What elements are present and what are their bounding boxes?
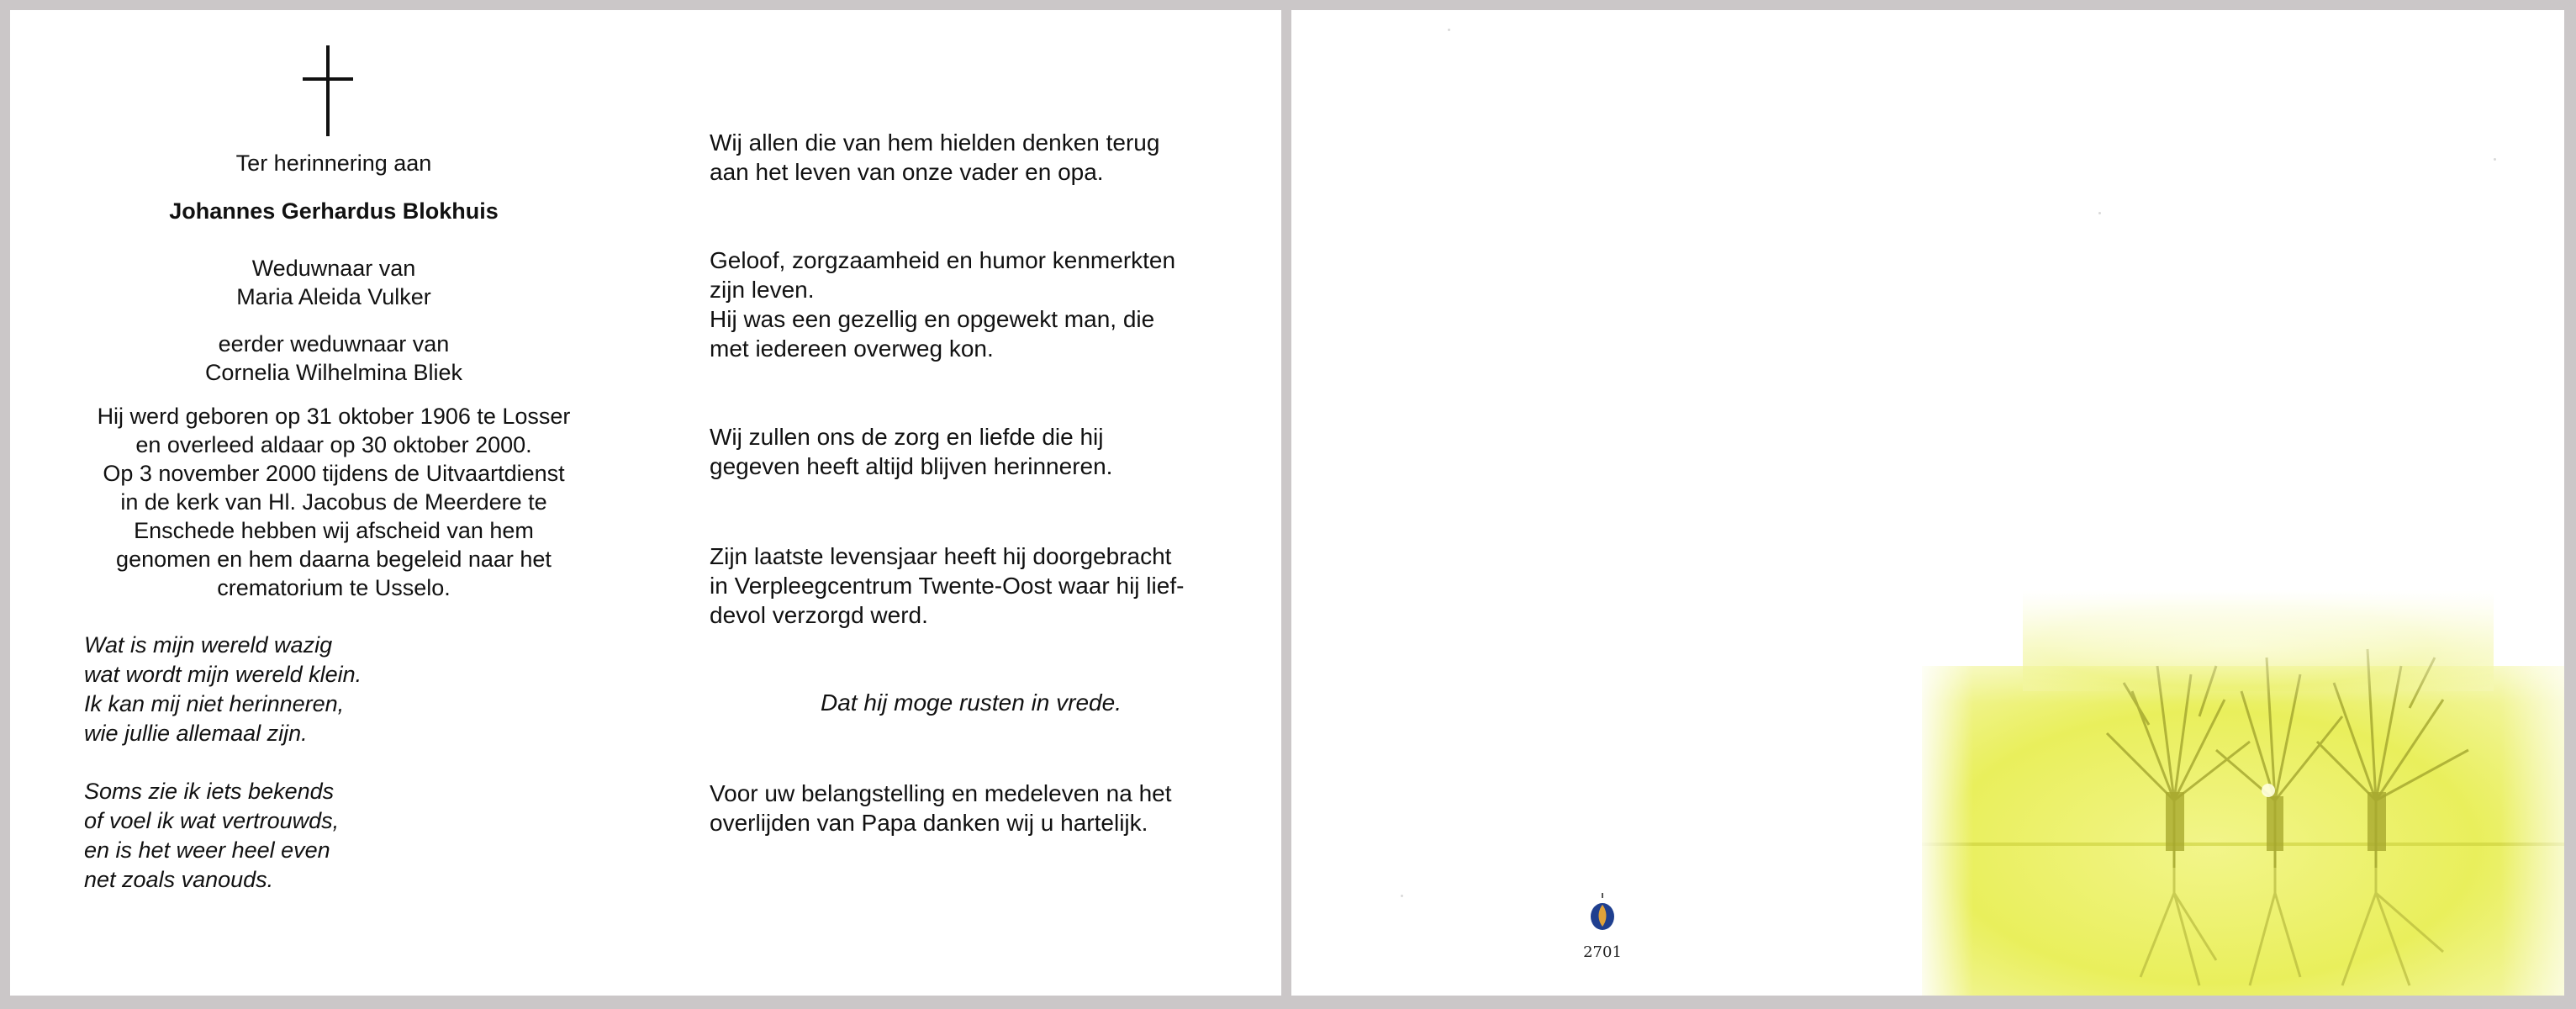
thanks-line: Voor uw belangstelling en medeleven na het [710,780,1172,806]
poem-line: wat wordt mijn wereld klein. [84,662,362,687]
tribute-line: Zijn laatste levensjaar heeft hij doorgebracht [710,543,1172,569]
paper-speck [2494,158,2496,161]
intro-text: Ter herinnering aan [235,151,432,176]
cross-icon [326,45,330,136]
poem-line: Ik kan mij niet herinneren, [84,691,345,716]
earlier-widower-line-2: Cornelia Wilhelmina Bliek [204,360,463,385]
biography-line: en overleed aldaar op 30 oktober 2000. [135,432,532,457]
tribute-line: Wij allen die van hem hielden denken terug [710,129,1160,156]
tribute-line: devol verzorgd werd. [710,602,928,628]
biography-line: Op 3 november 2000 tijdens de Uitvaartdienst [103,461,565,486]
biography-line: in de kerk van Hl. Jacobus de Meerdere te [120,489,547,515]
biography-line: crematorium te Usselo. [217,575,451,600]
poem-line: Wat is mijn wereld wazig [84,632,333,658]
tribute-line: Hij was een gezellig en opgewekt man, die [710,306,1155,332]
widower-line-2: Maria Aleida Vulker [236,284,431,309]
tribute-line: zijn leven. [710,277,815,303]
poem-line: of voel ik wat vertrouwds, [84,808,340,833]
poem-line: net zoals vanouds. [84,867,274,892]
cross-icon-bar [303,77,353,81]
widower-line-1: Weduwnaar van [251,256,416,281]
biography-line: Enschede hebben wij afscheid van hem [134,518,534,543]
card-code: 2701 [1583,943,1622,961]
tribute-line: gegeven heeft altijd blijven herinneren. [710,453,1113,479]
card-right-page [1291,10,2564,996]
deceased-name: Johannes Gerhardus Blokhuis [169,198,499,224]
flame-logo-icon [1586,891,1619,932]
paper-speck [2098,212,2101,214]
paper-speck [1448,29,1450,31]
card-left-page [10,10,1281,996]
tribute-line: aan het leven van onze vader en opa. [710,159,1104,185]
poem-line: Soms zie ik iets bekends [84,779,335,804]
willow-trees-photo [1922,590,2564,996]
biography-line: genomen en hem daarna begeleid naar het [116,547,552,572]
tribute-line: in Verpleegcentrum Twente-Oost waar hij lief- [710,573,1185,599]
tribute-line: met iedereen overweg kon. [710,335,994,362]
paper-speck [1401,895,1403,897]
thanks-line: overlijden van Papa danken wij u hartelijk. [710,810,1148,836]
poem-line: wie jullie allemaal zijn. [84,721,308,746]
biography-line: Hij werd geboren op 31 oktober 1906 te Losser [97,404,571,429]
tribute-line: Wij zullen ons de zorg en liefde die hij [710,424,1104,450]
rest-in-peace-line: Dat hij moge rusten in vrede. [821,689,1122,716]
earlier-widower-line-1: eerder weduwnaar van [218,331,450,357]
poem-line: en is het weer heel even [84,837,330,863]
tribute-line: Geloof, zorgzaamheid en humor kenmerkten [710,247,1176,273]
